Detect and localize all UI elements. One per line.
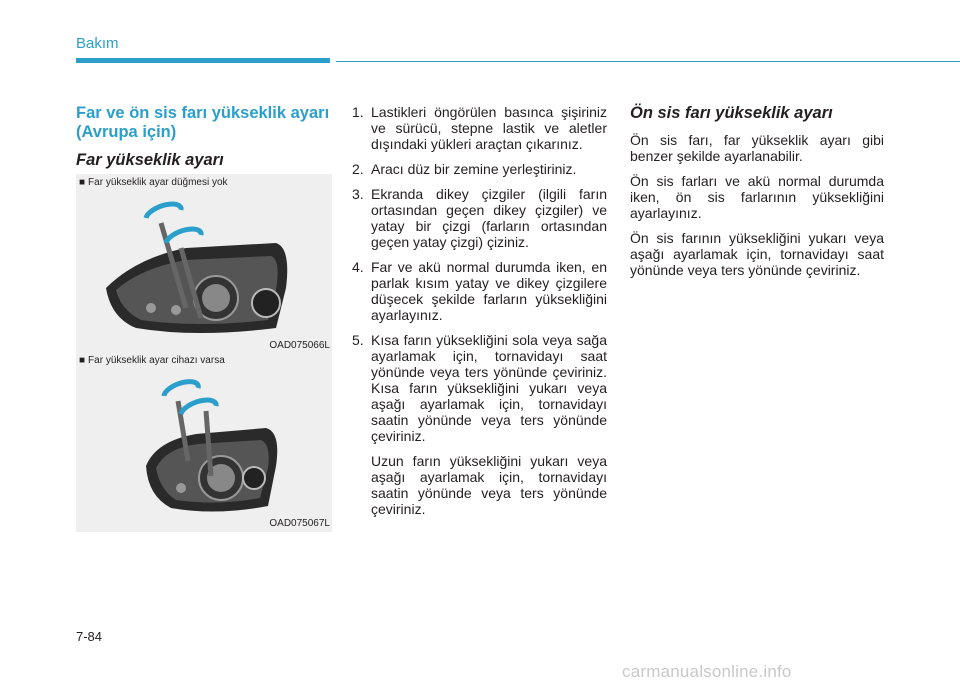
step-item <box>352 161 607 177</box>
figure-headlamp-no-leveling <box>76 174 332 354</box>
headlamp-illustration <box>76 188 332 348</box>
step-continuation: Uzun farın yüksekliğini yukarı veya aşağı ayarlamak için, tornavidayı saatin yönünde veya ters yönünde çeviriniz. <box>371 453 607 517</box>
right-column <box>630 104 884 278</box>
step-item <box>352 104 607 152</box>
header-rule <box>336 61 960 62</box>
step-item <box>352 259 607 323</box>
step-number: 1. <box>352 104 364 120</box>
paragraph: Ön sis farı, far yükseklik ayarı gibi benzer şekilde ayarlanabilir. <box>630 132 884 164</box>
step-number: 3. <box>352 186 364 202</box>
step-number: 5. <box>352 332 364 348</box>
figure-caption-text: Far yükseklik ayar düğmesi yok <box>88 177 228 188</box>
figure-caption <box>79 355 225 366</box>
header-title: Bakım <box>76 35 119 52</box>
step-number: 4. <box>352 259 364 275</box>
step-item <box>352 186 607 250</box>
watermark: carmanualsonline.info <box>622 662 792 681</box>
steps-list <box>352 104 607 444</box>
left-column <box>76 104 332 170</box>
paragraph: Ön sis farının yüksekliğini yukarı veya aşağı ayarlamak için, tornavidayı saat yönünde veya ters yönünde çeviriniz. <box>630 230 884 278</box>
step-text: Kısa farın yüksekliğini sola veya sağa ayarlamak için, tornavidayı saat yönünde veya ters yönünde çeviriniz. Kısa farın yüksekliğini yukarı veya aşağı ayarlamak için, tornavidayı saatin yönünde veya ters yönünde çeviriniz. <box>371 332 607 444</box>
figure-caption <box>79 177 228 188</box>
figure-code: OAD075066L <box>269 340 330 351</box>
fog-lamp-heading: Ön sis farı yükseklik ayarı <box>630 104 833 122</box>
square-bullet-icon: ■ <box>79 355 86 366</box>
step-item <box>352 332 607 444</box>
square-bullet-icon: ■ <box>79 177 86 188</box>
figure-code: OAD075067L <box>269 518 330 529</box>
step-number: 2. <box>352 161 364 177</box>
headlamp-illustration <box>76 366 332 526</box>
step-text: Lastikleri öngörülen basınca şişiriniz ve sürücü, stepne lastik ve aletler dışındaki yükleri araçtan çıkarınız. <box>371 104 607 152</box>
step-text: Far ve akü normal durumda iken, en parlak kısım yatay ve dikey çizgilere düşecek şekilde farların yüksekliğini ayarlayınız. <box>371 259 607 323</box>
step-text: Ekranda dikey çizgiler (ilgili farın ortasından geçen dikey çizgiler) ve yatay bir çizgi (farların ortasından geçen yatay çizgi) çiziniz. <box>371 186 607 250</box>
page-number: 7-84 <box>76 629 103 644</box>
sub-heading: Far yükseklik ayarı <box>76 151 224 169</box>
middle-column <box>352 104 607 517</box>
step-text: Aracı düz bir zemine yerleştiriniz. <box>371 161 577 177</box>
figure-headlamp-with-leveling <box>76 352 332 532</box>
figure-caption-text: Far yükseklik ayar cihazı varsa <box>88 355 225 366</box>
paragraph: Ön sis farları ve akü normal durumda iken, ön sis farlarının yüksekliğini ayarlayınız. <box>630 173 884 221</box>
section-heading: Far ve ön sis farı yükseklik ayarı (Avrupa için) <box>76 104 330 141</box>
header-bar <box>76 58 330 63</box>
